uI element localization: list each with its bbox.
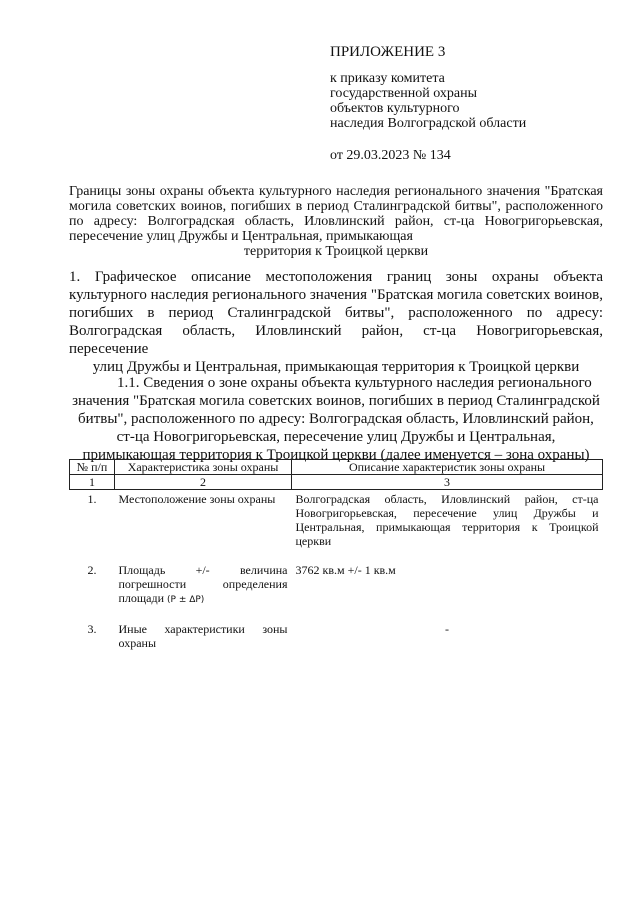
row-characteristic-text: Площадь +/- величина погрешности определения площади	[118, 563, 288, 605]
section-1-1-line: значения "Братская могила советских воинов, погибших в период Сталинградской	[72, 393, 600, 409]
appendix-title: ПРИЛОЖЕНИЕ 3	[330, 44, 446, 60]
document-heading	[69, 184, 603, 259]
row-characteristic: Иные характеристики зоны охраны	[118, 622, 288, 650]
row-number: 2.	[87, 563, 97, 577]
header-description: Описание характеристик зоны охраны	[292, 460, 603, 475]
section-1	[69, 268, 603, 376]
table-index-row	[70, 475, 603, 490]
zone-table	[69, 459, 603, 650]
row-characteristic: Местоположение зоны охраны	[118, 492, 276, 506]
section-1-1-line: ст-ца Новогригорьевская, пересечение улиц Дружбы и Центральная,	[116, 429, 556, 445]
row-number: 3.	[87, 622, 97, 636]
row-description: 3762 кв.м +/- 1 кв.м	[295, 563, 396, 577]
appendix-block	[330, 44, 526, 164]
header-characteristic: Характеристика зоны охраны	[115, 460, 292, 475]
header-number: № п/п	[70, 460, 115, 475]
table-row	[70, 619, 603, 650]
row-number: 1.	[87, 492, 97, 506]
order-line: объектов культурного	[330, 101, 460, 116]
index-cell: 1	[70, 475, 115, 490]
row-characteristic	[115, 560, 292, 619]
section-1-text: 1. Графическое описание местоположения границ зоны охраны объекта культурного наследия регионального значения "Братская могила советских воинов, погибших в период Сталинградской битвы", расположенного по адресу: Волгоградская область, Иловлинский район, ст-ца Новогригорьевская, пересечение	[69, 269, 603, 357]
section-1-1	[69, 374, 603, 464]
section-1-1-line: 1.1. Сведения о зоне охраны объекта культурного наследия регионального	[117, 375, 592, 391]
order-date: от 29.03.2023 № 134	[330, 148, 451, 163]
section-1-1-line: битвы", расположенного по адресу: Волгоградская область, Иловлинский район,	[78, 411, 594, 427]
order-line: государственной охраны	[330, 86, 478, 101]
section-1-1-line: примыкающая территория к Троицкой церкви (далее именуется – зона охраны)	[82, 447, 590, 463]
area-formula: (P ± ΔP)	[167, 595, 205, 605]
index-cell: 2	[115, 475, 292, 490]
index-cell: 3	[292, 475, 603, 490]
order-line: наследия Волгоградской области	[330, 116, 527, 131]
section-1-text-last: улиц Дружбы и Центральная, примыкающая территория к Троицкой церкви	[92, 359, 580, 375]
heading-text-last: территория к Троицкой церкви	[243, 244, 429, 259]
row-description: Волгоградская область, Иловлинский район, ст-ца Новогригорьевская, пересечение улиц Дружбы и Центральная, примыкающая территория к Троицкой церкви	[295, 492, 599, 548]
order-line: к приказу комитета	[330, 71, 445, 86]
row-description: -	[445, 622, 449, 636]
table-header-row	[70, 460, 603, 475]
heading-text: Границы зоны охраны объекта культурного наследия регионального значения "Братская могила советских воинов, погибших в период Сталинградской битвы", расположенного по адресу: Волгоградская область, Иловлинский район, ст-ца Новогригорьевская, пересечение улиц Дружбы и Центральная, примыкающая	[69, 184, 603, 244]
table-row	[70, 490, 603, 561]
table-row	[70, 560, 603, 619]
